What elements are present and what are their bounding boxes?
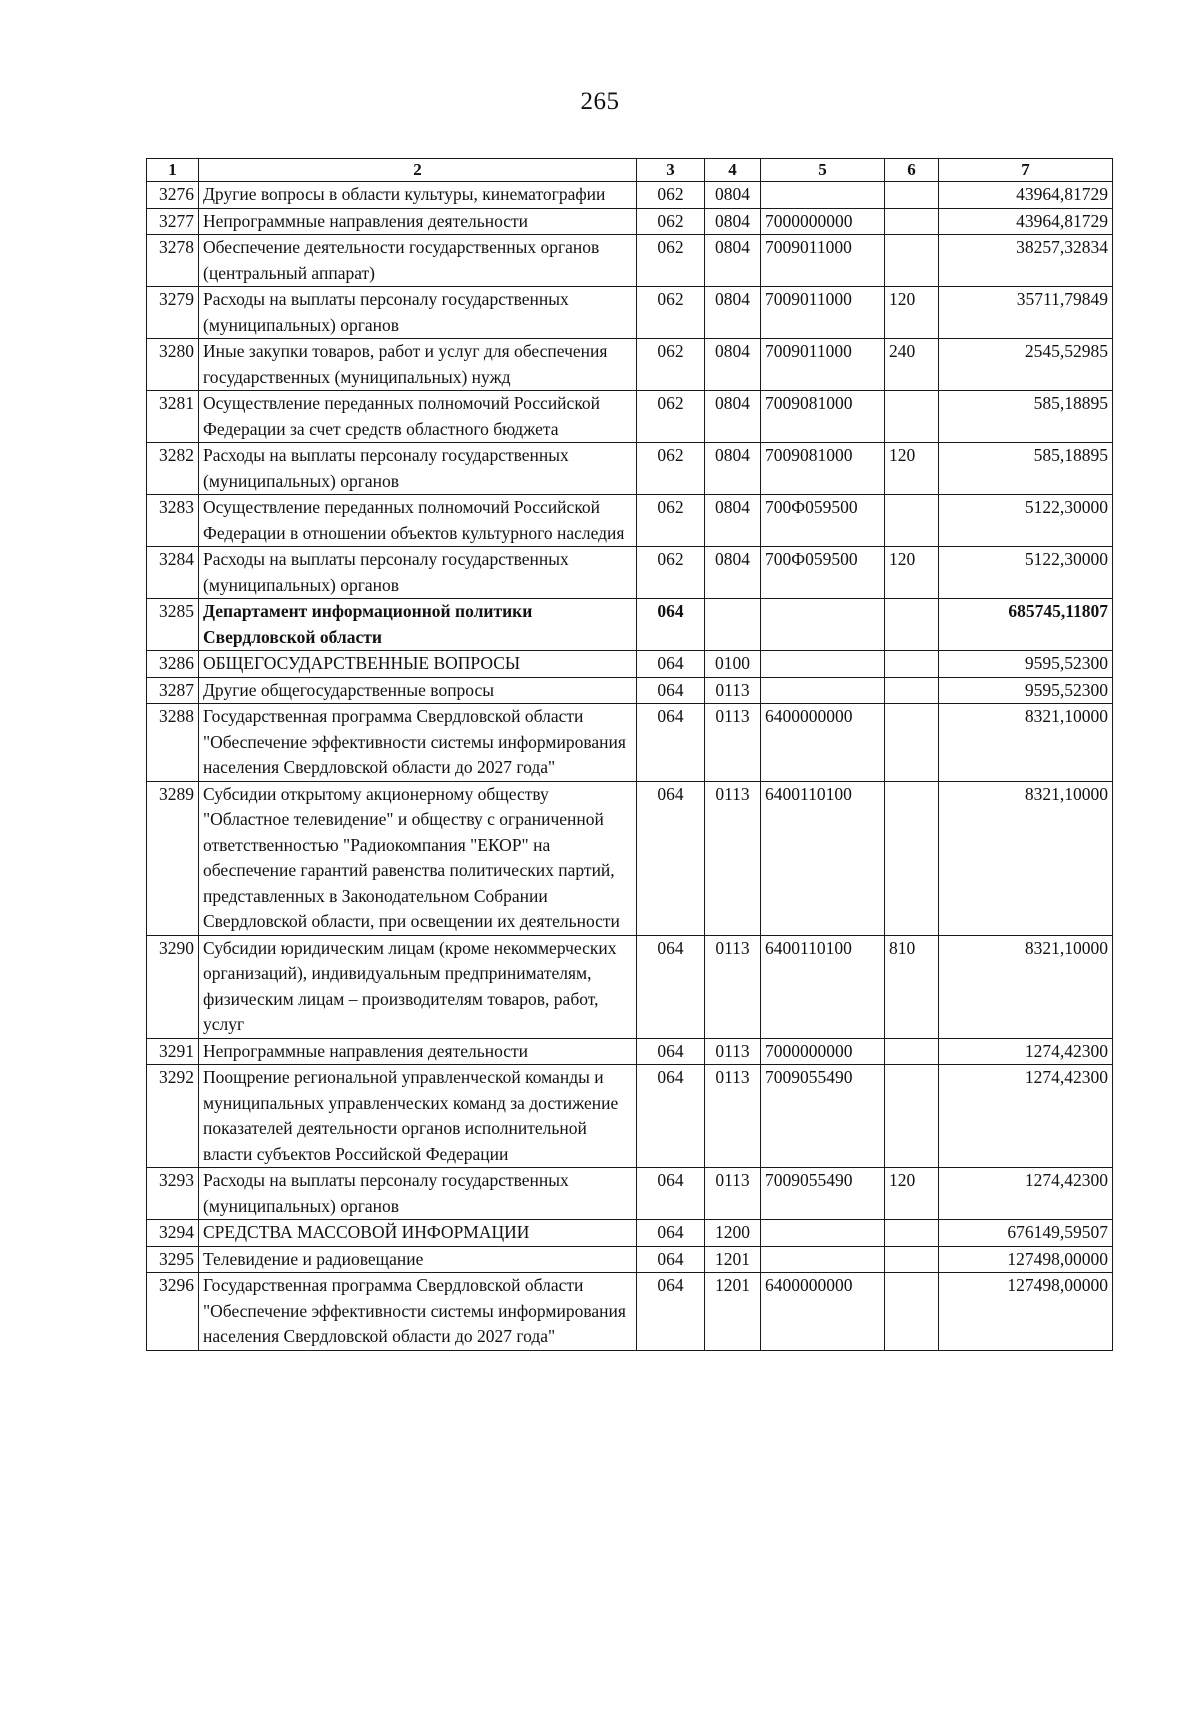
expense-type-cell [885, 208, 939, 235]
target-code-cell: 7000000000 [761, 208, 885, 235]
target-code-cell [761, 1246, 885, 1273]
row-number-cell: 3281 [147, 391, 199, 443]
ministry-code-cell: 062 [637, 547, 705, 599]
row-name-cell: ОБЩЕГОСУДАРСТВЕННЫЕ ВОПРОСЫ [199, 651, 637, 678]
header-cell: 1 [147, 159, 199, 182]
table-row [147, 651, 1113, 678]
header-cell: 7 [939, 159, 1113, 182]
table-header-row [147, 159, 1113, 182]
table-row [147, 1220, 1113, 1247]
row-number-cell: 3284 [147, 547, 199, 599]
row-number-cell: 3280 [147, 339, 199, 391]
table-row [147, 495, 1113, 547]
amount-cell: 9595,52300 [939, 677, 1113, 704]
table-row [147, 599, 1113, 651]
ministry-code-cell: 064 [637, 1038, 705, 1065]
section-code-cell: 0804 [705, 391, 761, 443]
amount-cell: 8321,10000 [939, 935, 1113, 1038]
ministry-code-cell: 064 [637, 935, 705, 1038]
expense-type-cell [885, 677, 939, 704]
row-number-cell: 3286 [147, 651, 199, 678]
ministry-code-cell: 064 [637, 1246, 705, 1273]
expense-type-cell [885, 495, 939, 547]
target-code-cell: 7009011000 [761, 235, 885, 287]
page-number: 265 [580, 88, 620, 115]
target-code-cell: 7009055490 [761, 1065, 885, 1168]
amount-cell: 35711,79849 [939, 287, 1113, 339]
row-number-cell: 3296 [147, 1273, 199, 1351]
row-name-cell: Обеспечение деятельности государственных органов (центральный аппарат) [199, 235, 637, 287]
header-cell: 2 [199, 159, 637, 182]
ministry-code-cell: 062 [637, 339, 705, 391]
target-code-cell [761, 599, 885, 651]
amount-cell: 2545,52985 [939, 339, 1113, 391]
expense-type-cell: 120 [885, 287, 939, 339]
ministry-code-cell: 062 [637, 182, 705, 209]
amount-cell: 5122,30000 [939, 547, 1113, 599]
section-code-cell: 0804 [705, 547, 761, 599]
ministry-code-cell: 064 [637, 599, 705, 651]
target-code-cell: 7009081000 [761, 391, 885, 443]
table-row [147, 704, 1113, 782]
row-name-cell: Другие вопросы в области культуры, кинематографии [199, 182, 637, 209]
target-code-cell: 6400110100 [761, 781, 885, 935]
ministry-code-cell: 064 [637, 677, 705, 704]
table-row [147, 935, 1113, 1038]
row-name-cell: Субсидии юридическим лицам (кроме некоммерческих организаций), индивидуальным предпринимателям, физическим лицам – производителям товаров, работ, услуг [199, 935, 637, 1038]
section-code-cell: 0113 [705, 704, 761, 782]
row-name-cell: СРЕДСТВА МАССОВОЙ ИНФОРМАЦИИ [199, 1220, 637, 1247]
row-number-cell: 3291 [147, 1038, 199, 1065]
target-code-cell: 6400000000 [761, 1273, 885, 1351]
target-code-cell: 6400110100 [761, 935, 885, 1038]
target-code-cell [761, 1220, 885, 1247]
row-number-cell: 3294 [147, 1220, 199, 1247]
target-code-cell [761, 182, 885, 209]
ministry-code-cell: 064 [637, 781, 705, 935]
section-code-cell: 0113 [705, 935, 761, 1038]
expense-type-cell [885, 1038, 939, 1065]
section-code-cell: 1201 [705, 1273, 761, 1351]
table-row [147, 677, 1113, 704]
row-number-cell: 3276 [147, 182, 199, 209]
row-name-cell: Непрограммные направления деятельности [199, 208, 637, 235]
amount-cell: 43964,81729 [939, 208, 1113, 235]
section-code-cell: 0804 [705, 287, 761, 339]
ministry-code-cell: 064 [637, 1273, 705, 1351]
table-row [147, 287, 1113, 339]
target-code-cell: 7009081000 [761, 443, 885, 495]
expense-type-cell: 810 [885, 935, 939, 1038]
ministry-code-cell: 064 [637, 1220, 705, 1247]
amount-cell: 685745,11807 [939, 599, 1113, 651]
expense-type-cell [885, 1220, 939, 1247]
amount-cell: 1274,42300 [939, 1168, 1113, 1220]
ministry-code-cell: 062 [637, 443, 705, 495]
row-number-cell: 3283 [147, 495, 199, 547]
section-code-cell: 0804 [705, 339, 761, 391]
amount-cell: 38257,32834 [939, 235, 1113, 287]
section-code-cell [705, 599, 761, 651]
target-code-cell: 7009011000 [761, 287, 885, 339]
row-number-cell: 3289 [147, 781, 199, 935]
expense-type-cell: 120 [885, 443, 939, 495]
row-name-cell: Государственная программа Свердловской области "Обеспечение эффективности системы информирования населения Свердловской области до 2027 года" [199, 704, 637, 782]
ministry-code-cell: 064 [637, 704, 705, 782]
amount-cell: 127498,00000 [939, 1246, 1113, 1273]
row-number-cell: 3295 [147, 1246, 199, 1273]
section-code-cell: 0804 [705, 182, 761, 209]
header-cell: 6 [885, 159, 939, 182]
amount-cell: 8321,10000 [939, 704, 1113, 782]
ministry-code-cell: 064 [637, 1065, 705, 1168]
row-name-cell: Иные закупки товаров, работ и услуг для обеспечения государственных (муниципальных) нужд [199, 339, 637, 391]
row-name-cell: Расходы на выплаты персоналу государственных (муниципальных) органов [199, 443, 637, 495]
target-code-cell: 7009011000 [761, 339, 885, 391]
section-code-cell: 0100 [705, 651, 761, 678]
header-cell: 4 [705, 159, 761, 182]
section-code-cell: 0804 [705, 495, 761, 547]
table-row [147, 235, 1113, 287]
expense-type-cell [885, 704, 939, 782]
row-name-cell: Другие общегосударственные вопросы [199, 677, 637, 704]
target-code-cell [761, 651, 885, 678]
section-code-cell: 0113 [705, 1168, 761, 1220]
row-name-cell: Государственная программа Свердловской области "Обеспечение эффективности системы информирования населения Свердловской области до 2027 года" [199, 1273, 637, 1351]
target-code-cell: 7000000000 [761, 1038, 885, 1065]
row-number-cell: 3292 [147, 1065, 199, 1168]
expense-type-cell [885, 599, 939, 651]
target-code-cell [761, 677, 885, 704]
section-code-cell: 0113 [705, 1065, 761, 1168]
section-code-cell: 0804 [705, 235, 761, 287]
section-code-cell: 0113 [705, 1038, 761, 1065]
row-name-cell: Субсидии открытому акционерному обществу "Областное телевидение" и обществу с ограниченной ответственностью "Радиокомпания "ЕКОР" на обеспечение гарантий равенства политических партий, представленных в Законодательном Собрании Свердловской области, при освещении их деятельности [199, 781, 637, 935]
budget-table [146, 158, 1113, 1351]
expense-type-cell [885, 182, 939, 209]
table-row [147, 1168, 1113, 1220]
row-number-cell: 3278 [147, 235, 199, 287]
row-name-cell: Осуществление переданных полномочий Российской Федерации в отношении объектов культурного наследия [199, 495, 637, 547]
section-code-cell: 0113 [705, 781, 761, 935]
amount-cell: 1274,42300 [939, 1038, 1113, 1065]
header-cell: 5 [761, 159, 885, 182]
expense-type-cell [885, 1273, 939, 1351]
row-name-cell: Телевидение и радиовещание [199, 1246, 637, 1273]
amount-cell: 1274,42300 [939, 1065, 1113, 1168]
row-number-cell: 3279 [147, 287, 199, 339]
amount-cell: 585,18895 [939, 443, 1113, 495]
row-name-cell: Расходы на выплаты персоналу государственных (муниципальных) органов [199, 1168, 637, 1220]
row-name-cell: Расходы на выплаты персоналу государственных (муниципальных) органов [199, 547, 637, 599]
ministry-code-cell: 062 [637, 208, 705, 235]
row-name-cell: Департамент информационной политики Свердловской области [199, 599, 637, 651]
ministry-code-cell: 062 [637, 235, 705, 287]
row-number-cell: 3287 [147, 677, 199, 704]
table-row [147, 1065, 1113, 1168]
section-code-cell: 1200 [705, 1220, 761, 1247]
amount-cell: 127498,00000 [939, 1273, 1113, 1351]
ministry-code-cell: 062 [637, 287, 705, 339]
table-row [147, 208, 1113, 235]
ministry-code-cell: 062 [637, 495, 705, 547]
table-row [147, 781, 1113, 935]
row-name-cell: Непрограммные направления деятельности [199, 1038, 637, 1065]
target-code-cell: 7009055490 [761, 1168, 885, 1220]
expense-type-cell [885, 235, 939, 287]
row-number-cell: 3285 [147, 599, 199, 651]
table-row [147, 1038, 1113, 1065]
target-code-cell: 700Ф059500 [761, 495, 885, 547]
table-body [147, 182, 1113, 1351]
ministry-code-cell: 062 [637, 391, 705, 443]
row-number-cell: 3293 [147, 1168, 199, 1220]
amount-cell: 8321,10000 [939, 781, 1113, 935]
amount-cell: 585,18895 [939, 391, 1113, 443]
table-row [147, 339, 1113, 391]
row-number-cell: 3277 [147, 208, 199, 235]
table-row [147, 547, 1113, 599]
amount-cell: 9595,52300 [939, 651, 1113, 678]
target-code-cell: 700Ф059500 [761, 547, 885, 599]
ministry-code-cell: 064 [637, 651, 705, 678]
expense-type-cell [885, 391, 939, 443]
table-row [147, 391, 1113, 443]
section-code-cell: 0804 [705, 208, 761, 235]
expense-type-cell [885, 781, 939, 935]
row-name-cell: Расходы на выплаты персоналу государственных (муниципальных) органов [199, 287, 637, 339]
target-code-cell: 6400000000 [761, 704, 885, 782]
section-code-cell: 1201 [705, 1246, 761, 1273]
row-name-cell: Осуществление переданных полномочий Российской Федерации за счет средств областного бюджета [199, 391, 637, 443]
table-row [147, 1246, 1113, 1273]
table-row [147, 1273, 1113, 1351]
expense-type-cell [885, 651, 939, 678]
row-number-cell: 3282 [147, 443, 199, 495]
header-cell: 3 [637, 159, 705, 182]
expense-type-cell [885, 1065, 939, 1168]
row-number-cell: 3288 [147, 704, 199, 782]
amount-cell: 43964,81729 [939, 182, 1113, 209]
row-name-cell: Поощрение региональной управленческой команды и муниципальных управленческих команд за достижение показателей деятельности органов исполнительной власти субъектов Российской Федерации [199, 1065, 637, 1168]
expense-type-cell: 120 [885, 547, 939, 599]
section-code-cell: 0804 [705, 443, 761, 495]
expense-type-cell: 120 [885, 1168, 939, 1220]
table-row [147, 443, 1113, 495]
table-row [147, 182, 1113, 209]
expense-type-cell [885, 1246, 939, 1273]
row-number-cell: 3290 [147, 935, 199, 1038]
ministry-code-cell: 064 [637, 1168, 705, 1220]
expense-type-cell: 240 [885, 339, 939, 391]
amount-cell: 5122,30000 [939, 495, 1113, 547]
section-code-cell: 0113 [705, 677, 761, 704]
amount-cell: 676149,59507 [939, 1220, 1113, 1247]
